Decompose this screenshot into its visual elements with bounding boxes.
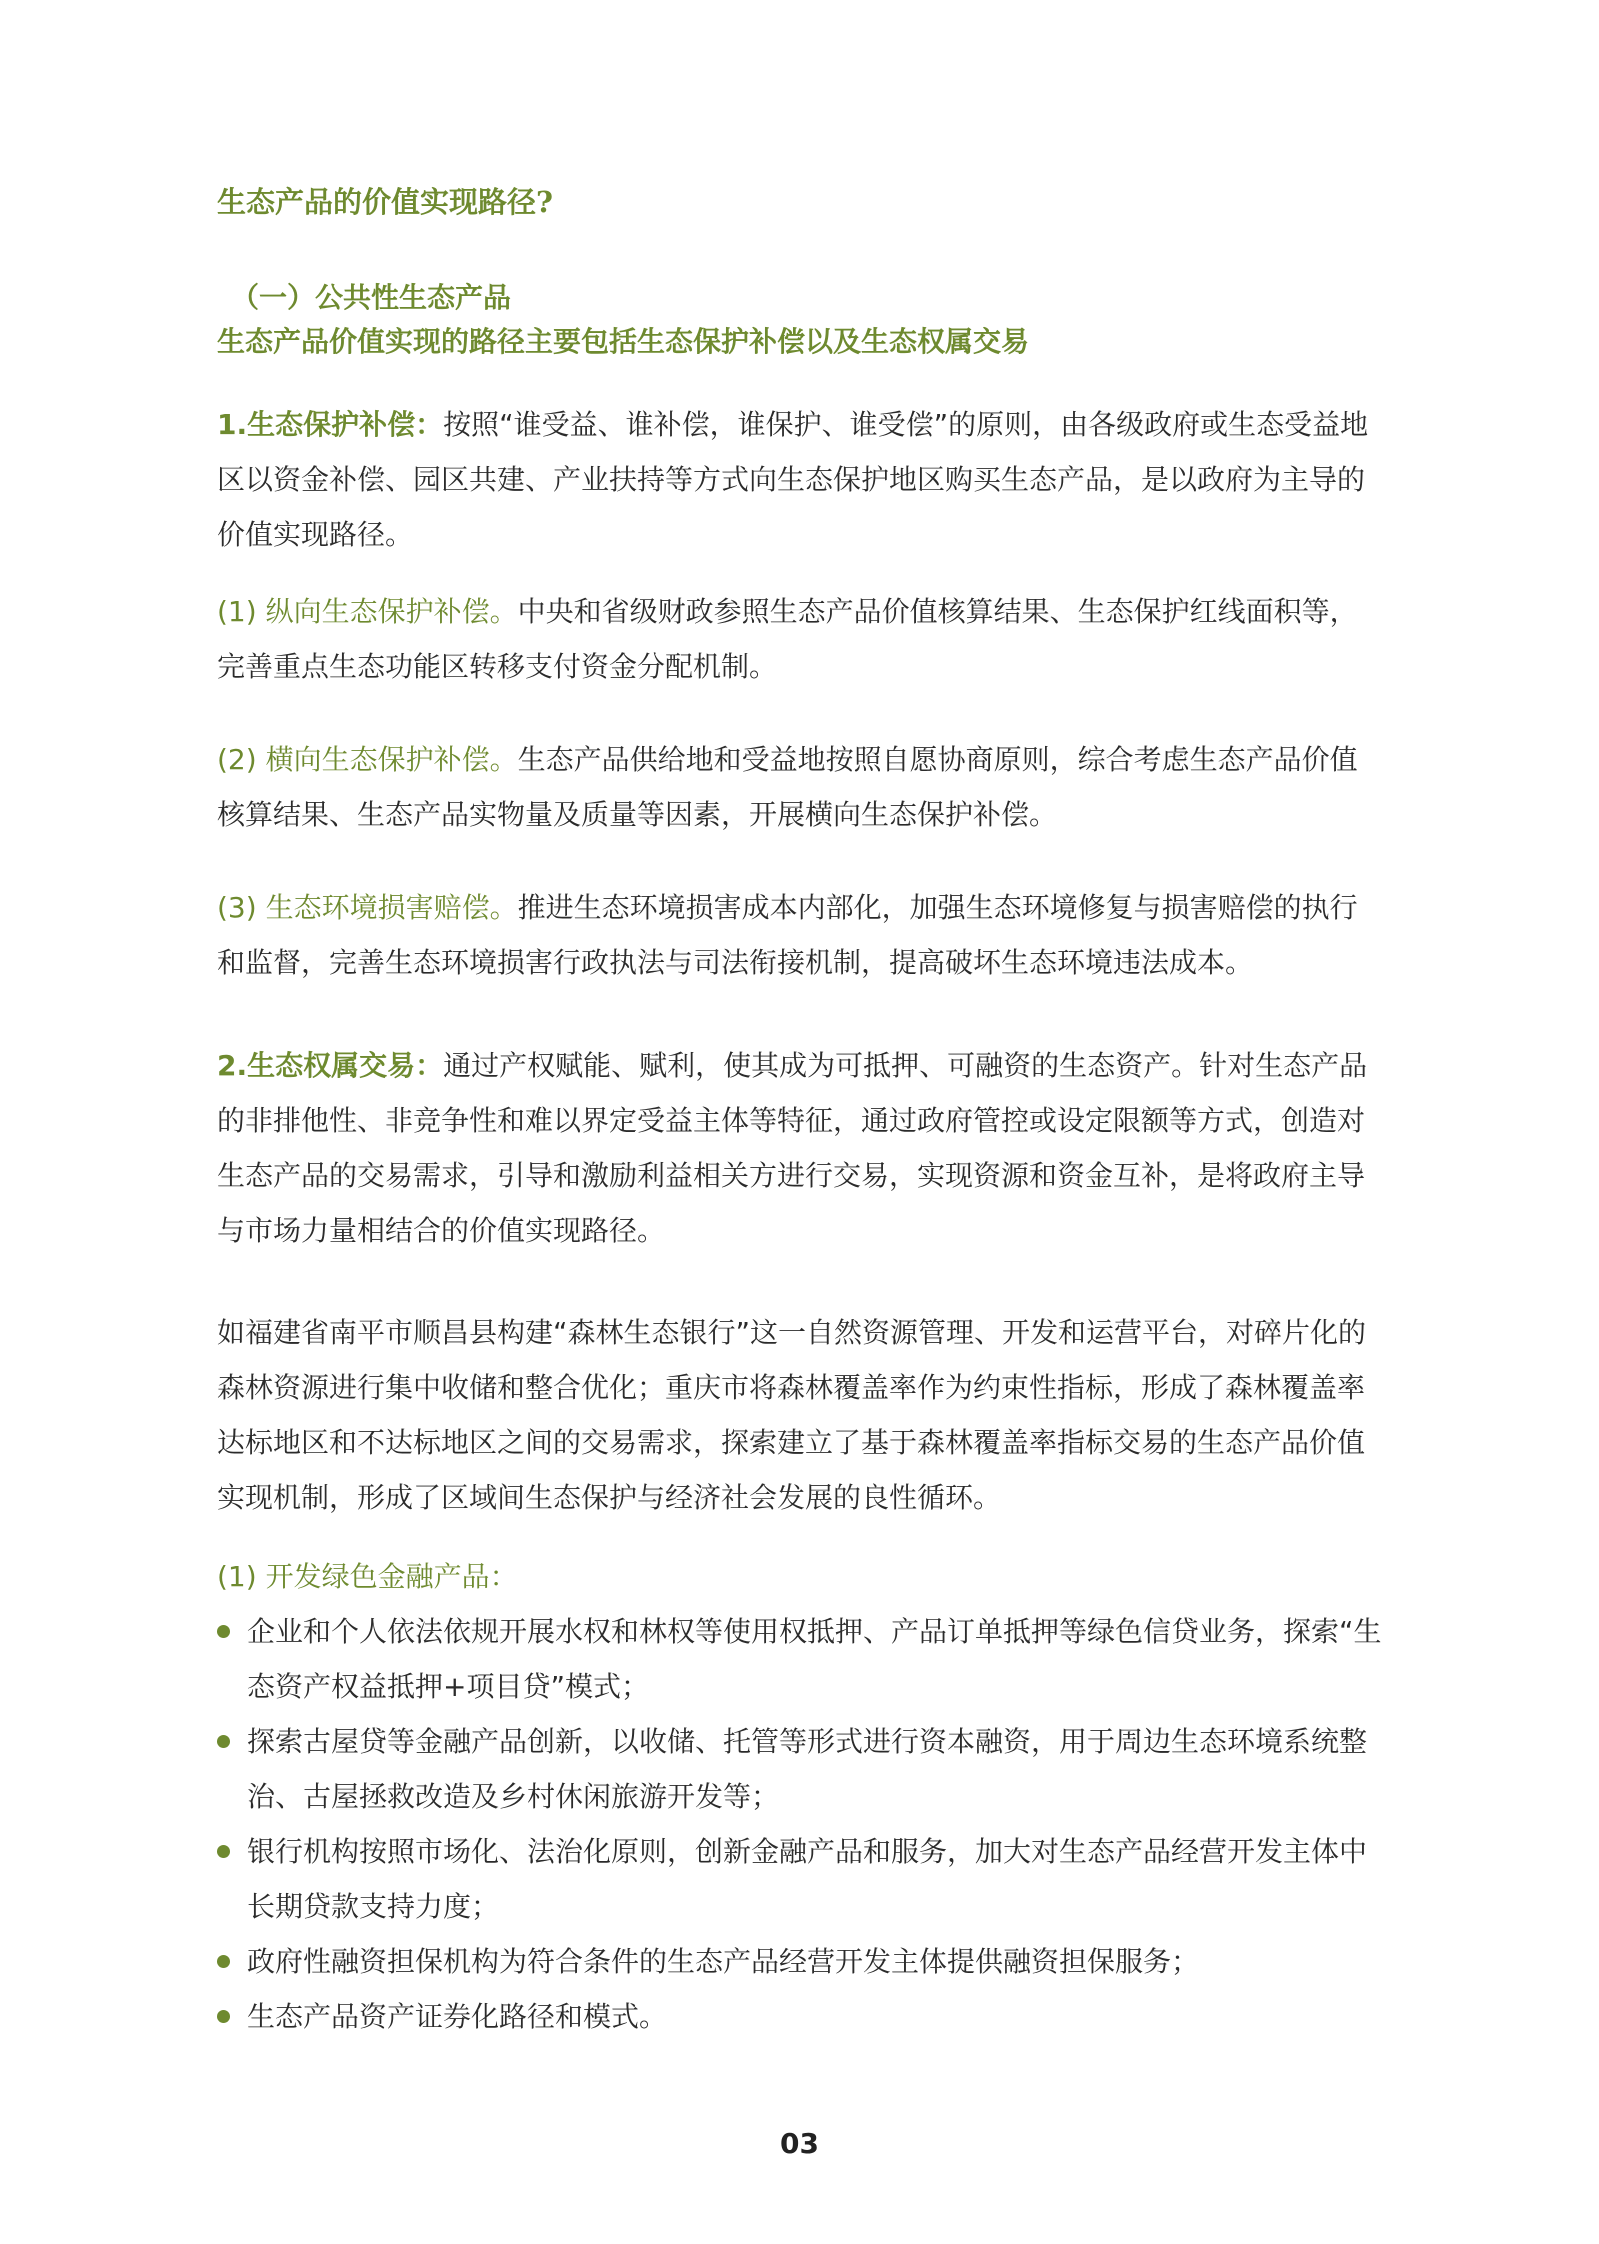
paragraph-example: 如福建省南平市顺昌县构建“森林生态银行”这一自然资源管理、开发和运营平台，对碎片化的森林资源进行集中收储和整合优化；重庆市将森林覆盖率作为约束性指标，形成了森林覆盖率达标地区和不达标地区之间的交易需求，探索建立了基于森林覆盖率指标交易的生态产品价值实现机制，形成了区域间生态保护与经济社会发展的良性循环。 — [217, 1316, 1367, 1514]
list-item — [217, 1604, 1385, 1714]
bullet-dot-icon — [217, 1845, 230, 1858]
sub2-label: (2) 横向生态保护补偿。 — [217, 743, 518, 776]
list-item-text: 生态产品资产证券化路径和模式。 — [247, 2000, 668, 2033]
list-item — [217, 1989, 1385, 2044]
item1-label: 1.生态保护补偿： — [217, 408, 444, 441]
list-item — [217, 1934, 1385, 1989]
page-number: 03 — [780, 2127, 819, 2160]
list-item-text: 政府性融资担保机构为符合条件的生态产品经营开发主体提供融资担保服务； — [247, 1945, 1200, 1978]
list-item-text: 银行机构按照市场化、法治化原则，创新金融产品和服务，加大对生态产品经营开发主体中长期贷款支持力度； — [247, 1835, 1368, 1923]
list-item — [217, 1714, 1385, 1824]
item2-text: 通过产权赋能、赋利，使其成为可抵押、可融资的生态资产。针对生态产品的非排他性、非竞争性和难以界定受益主体等特征，通过政府管控或设定限额等方式，创造对生态产品的交易需求，引导和激励利益相关方进行交易，实现资源和资金互补，是将政府主导与市场力量相结合的价值实现路径。 — [217, 1049, 1368, 1247]
sub3-label: (3) 生态环境损害赔偿。 — [217, 891, 518, 924]
paragraph-ownership-trading — [217, 1038, 1385, 1258]
sub1-label: (1) 纵向生态保护补偿。 — [217, 595, 518, 628]
item1-text: 按照“谁受益、谁补偿，谁保护、谁受偿”的原则，由各级政府或生态受益地区以资金补偿、园区共建、产业扶持等方式向生态保护地区购买生态产品，是以政府为主导的价值实现路径。 — [217, 408, 1369, 551]
sub1-text: 中央和省级财政参照生态产品价值核算结果、生态保护红线面积等，完善重点生态功能区转移支付资金分配机制。 — [217, 595, 1358, 683]
bullet-dot-icon — [217, 2010, 230, 2023]
section-heading: （一）公共性生态产品 — [231, 281, 512, 314]
sub2-text: 生态产品供给地和受益地按照自愿协商原则，综合考虑生态产品价值核算结果、生态产品实物量及质量等因素，开展横向生态保护补偿。 — [217, 743, 1358, 831]
paragraph-damage-compensation — [217, 880, 1385, 990]
document-page — [217, 180, 1385, 2044]
finance-bullet-list — [217, 1604, 1385, 2044]
finance-heading: (1) 开发绿色金融产品： — [217, 1560, 518, 1593]
paragraph-ecological-compensation — [217, 397, 1385, 562]
sub3-text: 推进生态环境损害成本内部化，加强生态环境修复与损害赔偿的执行和监督，完善生态环境损害行政执法与司法衔接机制，提高破坏生态环境违法成本。 — [217, 891, 1358, 979]
page-title: 生态产品的价值实现路径? — [217, 185, 553, 219]
bullet-dot-icon — [217, 1625, 230, 1638]
item2-label: 2.生态权属交易： — [217, 1049, 444, 1082]
list-item-text: 探索古屋贷等金融产品创新，以收储、托管等形式进行资本融资，用于周边生态环境系统整治、古屋拯救改造及乡村休闲旅游开发等； — [247, 1725, 1368, 1813]
list-item-text: 企业和个人依法依规开展水权和林权等使用权抵押、产品订单抵押等绿色信贷业务，探索“生态资产权益抵押+项目贷”模式； — [247, 1615, 1382, 1703]
paragraph-horizontal-compensation — [217, 732, 1385, 842]
section-subheading: 生态产品价值实现的路径主要包括生态保护补偿以及生态权属交易 — [217, 325, 1030, 358]
list-item — [217, 1824, 1385, 1934]
bullet-dot-icon — [217, 1955, 230, 1968]
bullet-dot-icon — [217, 1735, 230, 1748]
paragraph-vertical-compensation — [217, 584, 1385, 694]
